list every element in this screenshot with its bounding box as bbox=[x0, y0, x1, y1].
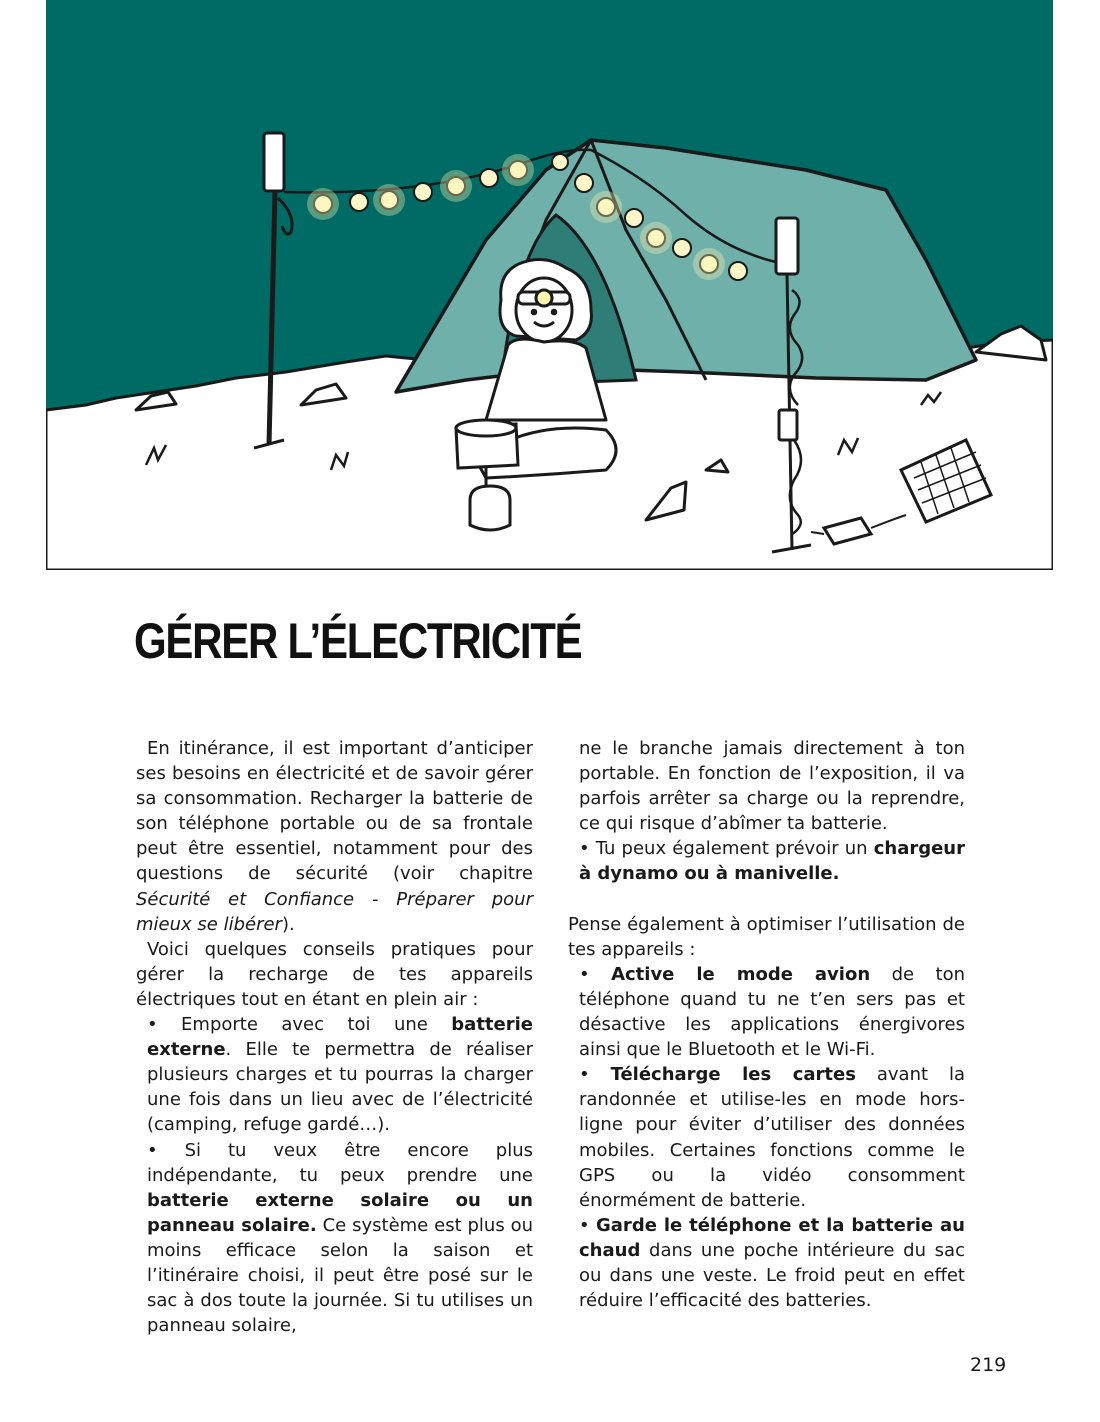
list-item: • Télécharge les cartes avant la randonnée et utilise-les en mode hors-ligne pour éviter d’utiliser des données mobiles. Certaines fonctions comme le GPS ou la vidéo consomment énormément de batterie. bbox=[579, 1064, 966, 1211]
list-item: • Active le mode avion de ton téléphone quand tu ne t’en sers pas et désactive les applications énergivores ainsi que le Bluetooth et le Wi-Fi. bbox=[579, 963, 966, 1061]
camping-scene-illustration bbox=[46, 0, 1053, 570]
page-title: GÉRER L’ÉLECTRICITÉ bbox=[134, 613, 582, 669]
optimise-intro-paragraph: Pense également à optimiser l’utilisation de tes appareils : bbox=[568, 913, 965, 960]
list-item: • Garde le téléphone et la batterie au chaud dans une poche intérieure du sac ou dans une veste. Le froid peut en effet réduire l’efficacité des batteries. bbox=[579, 1214, 965, 1312]
list-item: • Emporte avec toi une batterie externe. Elle te permettra de réaliser plusieurs charges et tu pourras la charger une fois dans un lieu avec de l’électricité (camping, refuge gardé…). bbox=[147, 1014, 533, 1136]
list-item: • Si tu veux être encore plus indépendante, tu peux prendre une batterie externe solaire ou un panneau solaire. Ce système est plus ou moins efficace selon la saison et l’itinéraire choisi, il peut être posé sur le sac à dos toute la journée. Si tu utilises un panneau solaire, bbox=[147, 1139, 533, 1337]
chapter-reference: Sécurité et Confiance - Préparer pour mieux se libérer bbox=[136, 888, 533, 935]
continued-paragraph: ne le branche jamais directement à ton portable. En fonction de l’exposition, il va parfois arrêter sa charge ou la reprendre, ce qui risque d’abîmer ta batterie. bbox=[579, 738, 965, 835]
right-column bbox=[568, 736, 965, 1313]
left-column bbox=[136, 736, 533, 1338]
intro-paragraph: En itinérance, il est important d’anticiper ses besoins en électricité et de savoir gérer sa consommation. Recharger la batterie de son téléphone portable ou de sa frontale peut être essentiel, notamment pour des questions de sécurité (voir chapitre Sécurité et Confiance - Préparer pour mieux se libérer). bbox=[136, 738, 533, 935]
tips-intro-paragraph: Voici quelques conseils pratiques pour gérer la recharge de tes appareils électriques tout en étant en plein air : bbox=[136, 938, 533, 1010]
page-number: 219 bbox=[970, 1354, 1007, 1376]
paragraph-spacer bbox=[568, 887, 965, 912]
list-item: • Tu peux également prévoir un chargeur à dynamo ou à manivelle. bbox=[579, 838, 965, 885]
